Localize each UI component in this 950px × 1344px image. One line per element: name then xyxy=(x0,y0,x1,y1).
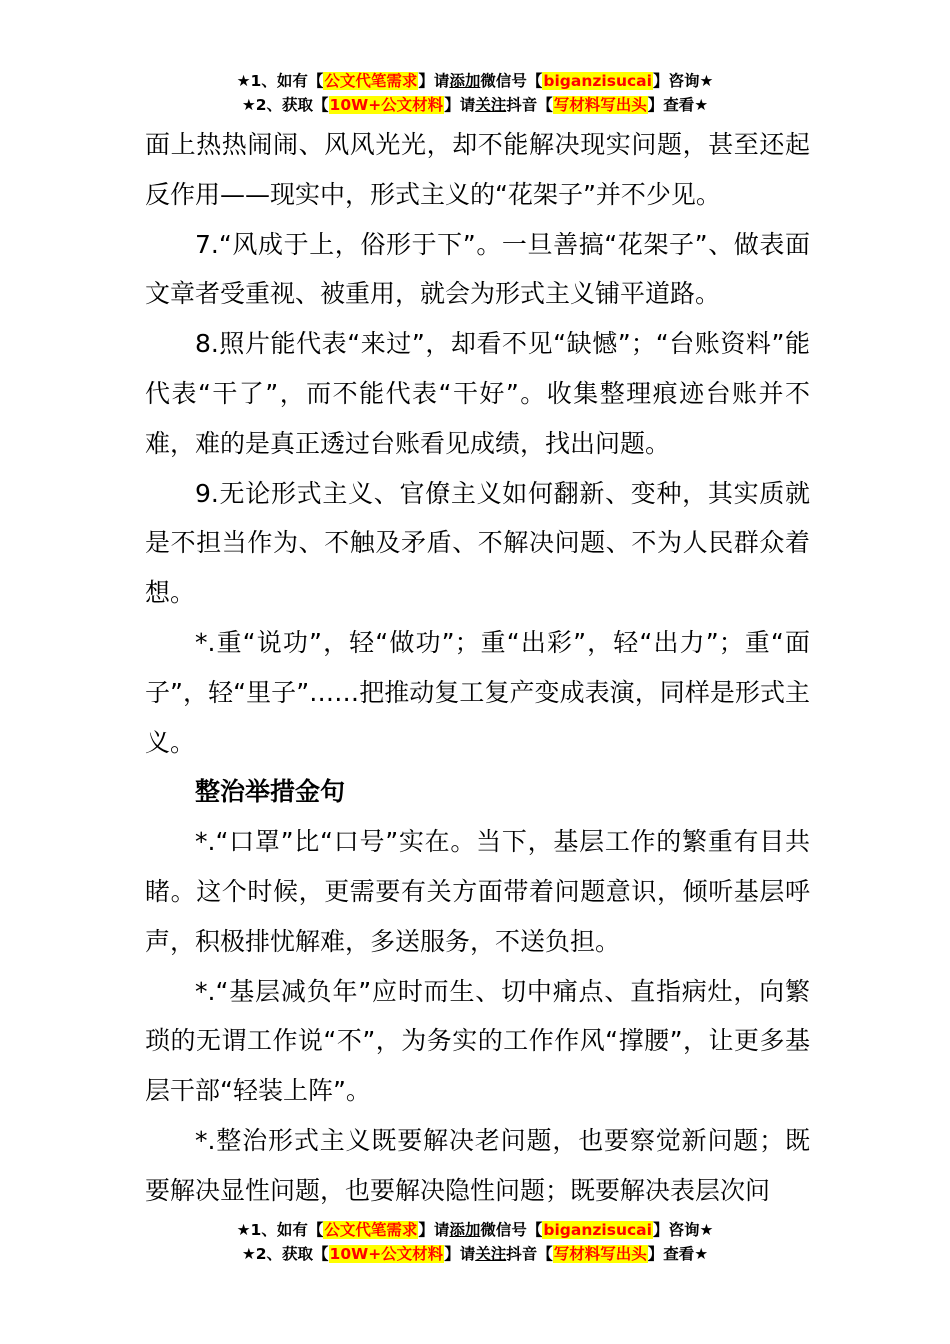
paragraph-10: *.重“说功”，轻“做功”；重“出彩”，轻“出力”；重“面子”，轻“里子”……把推动复工复产变成表演，同样是形式主义。 xyxy=(145,627,810,757)
footer-highlight-service: 公文代笔需求 xyxy=(324,1221,418,1239)
footer-banner xyxy=(0,1218,950,1266)
footer-line-2: ★2、获取【10W+公文材料】请关注抖音【写材料写出头】查看★ xyxy=(241,1245,709,1263)
banner-line-2: ★2、获取【10W+公文材料】请关注抖音【写材料写出头】查看★ xyxy=(241,96,709,114)
paragraph-7: 7.“风成于上，俗形于下”。一旦善搞“花架子”、做表面文章者受重视、被重用，就会为形式主义铺平道路。 xyxy=(145,229,810,309)
banner-highlight-douyin: 写材料写出头 xyxy=(553,96,647,114)
paragraph-9: 9.无论形式主义、官僚主义如何翻新、变种，其实质就是不担当作为、不触及矛盾、不解决问题、不为人民群众着想。 xyxy=(145,478,810,608)
banner-line-1: ★1、如有【公文代笔需求】请添加微信号【biganzisucai】咨询★ xyxy=(236,72,714,90)
footer-highlight-materials: 10W+公文材料 xyxy=(329,1245,444,1263)
footer-highlight-douyin: 写材料写出头 xyxy=(553,1245,647,1263)
banner-highlight-wechat: biganzisucai xyxy=(543,72,652,90)
paragraph-11: *.“口罩”比“口号”实在。当下，基层工作的繁重有目共睹。这个时候，更需要有关方面带着问题意识，倾听基层呼声，积极排忧解难，多送服务，不送负担。 xyxy=(145,827,810,956)
footer-highlight-wechat: biganzisucai xyxy=(543,1221,652,1239)
paragraph-continued: 面上热热闹闹、风风光光，却不能解决现实问题，甚至还起反作用——现实中，形式主义的“花架子”并不少见。 xyxy=(145,130,810,209)
header-banner xyxy=(0,69,950,117)
paragraph-8: 8.照片能代表“来过”，却看不见“缺憾”；“台账资料”能代表“干了”，而不能代表“干好”。收集整理痕迹台账并不难，难的是真正透过台账看见成绩，找出问题。 xyxy=(145,329,810,458)
section-heading: 整治举措金句 xyxy=(195,777,346,807)
banner-highlight-materials: 10W+公文材料 xyxy=(329,96,444,114)
footer-line-1: ★1、如有【公文代笔需求】请添加微信号【biganzisucai】咨询★ xyxy=(236,1221,714,1239)
banner-highlight-service: 公文代笔需求 xyxy=(324,72,418,90)
document-body xyxy=(145,120,810,1216)
paragraph-13: *.整治形式主义既要解决老问题，也要察觉新问题；既要解决显性问题，也要解决隐性问题；既要解决表层次问 xyxy=(145,1125,810,1205)
paragraph-12: *.“基层减负年”应时而生、切中痛点、直指病灶，向繁琐的无谓工作说“不”，为务实的工作作风“撑腰”，让更多基层干部“轻装上阵”。 xyxy=(145,976,810,1106)
